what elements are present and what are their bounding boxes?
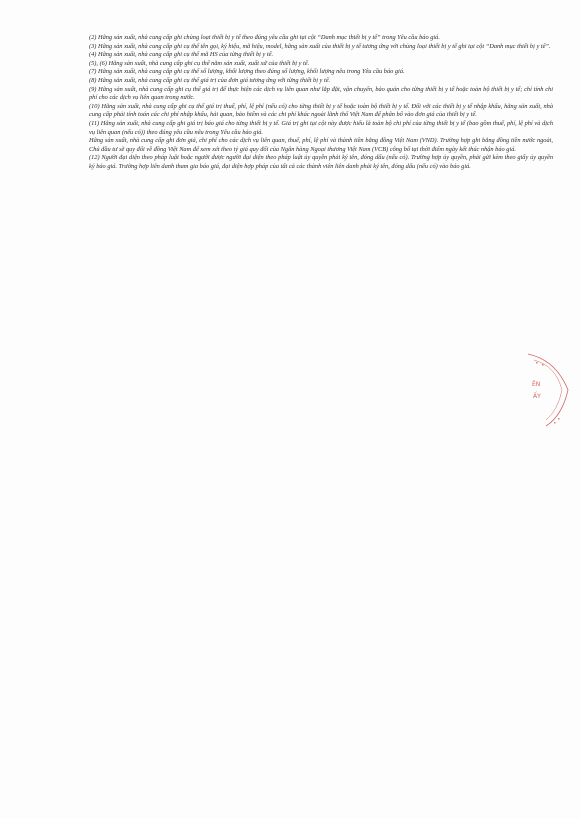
note-currency: Hãng sản xuất, nhà cung cấp ghi đơn giá, chi phí cho các dịch vụ liên quan, thuế, phí, lệ phí và thành tiền bằng đồng Việt Nam (VND). Trường hợp ghi bằng đồng tiền nước ngoài, Chủ đầu tư sẽ quy đổi về đồng Việt Nam để xem xét theo tỷ giá quy đổi của Ngân hàng Ngoại thương Việt Nam (VCB) công bố tại thời điểm ngày kết thúc nhận báo giá. <box>89 137 553 153</box>
red-seal-stamp <box>516 350 576 430</box>
note-8: (8) Hãng sản xuất, nhà cung cấp ghi cụ thể giá trị của đơn giá tương ứng với từng thiết bị y tế. <box>89 76 331 84</box>
note-4: (4) Hãng sản xuất, nhà cung cấp ghi cụ thể mã HS của từng thiết bị y tế. <box>89 51 274 59</box>
footnotes-section <box>89 34 553 172</box>
note-5-6: (5), (6) Hãng sản xuất, nhà cung cấp ghi cụ thể năm sản xuất, xuất xứ của thiết bị y tế. <box>89 59 310 67</box>
note-10: (10) Hãng sản xuất, nhà cung cấp ghi cụ thể giá trị thuế, phí, lệ phí (nếu có) cho từng thiết bị y tế hoặc toàn bộ thiết bị y tế. Đối với các thiết bị y tế nhập khẩu, hãng sản xuất, nhà cung cấp phải tính toán các chi phí nhập khẩu, hải quan, bảo hiểm và các chi phí khác ngoài lãnh thổ Việt Nam để phân bổ vào đơn giá của thiết bị y tế. <box>89 102 553 119</box>
note-9: (9) Hãng sản xuất, nhà cung cấp ghi cụ thể giá trị để thực hiện các dịch vụ liên quan như lắp đặt, vận chuyển, bảo quản cho từng thiết bị y tế hoặc toàn bộ thiết bị y tế; chỉ tính chi phí cho các dịch vụ liên quan trong nước. <box>89 85 553 102</box>
note-2: (2) Hãng sản xuất, nhà cung cấp ghi chủng loại thiết bị y tế theo đúng yêu cầu ghi tại cột “Danh mục thiết bị y tế” trong Yêu cầu báo giá. <box>89 34 440 41</box>
note-7: (7) Hãng sản xuất, nhà cung cấp ghi cụ thể số lượng, khối lượng theo đúng số lượng, khối lượng nêu trong Yêu cầu báo giá. <box>89 68 405 76</box>
note-12: (12) Người đại diện theo pháp luật hoặc người được người đại diện theo pháp luật ủy quyền phải ký tên, đóng dấu (nếu có). Trường hợp ủy quyền, phải gửi kèm theo giấy ủy quyền ký báo giá. Trường hợp liên danh tham gia báo giá, đại diện hợp pháp của tất cả các thành viên liên danh phải ký tên, đóng dấu (nếu có) vào báo giá. <box>89 154 553 170</box>
stamp-text-2: ẤY <box>533 393 541 400</box>
note-3: (3) Hãng sản xuất, nhà cung cấp ghi cụ thể tên gọi, ký hiệu, mã hiệu, model, hãng sản xuất của thiết bị y tế tương ứng với chủng loại thiết bị y tế ghi tại cột “Danh mục thiết bị y tế”. <box>89 42 551 50</box>
stamp-text-1: ÊN <box>532 381 541 388</box>
note-11: (11) Hãng sản xuất, nhà cung cấp ghi giá trị báo giá cho từng thiết bị y tế. Giá trị ghi tại cột này được hiểu là toàn bộ chi phí của từng thiết bị y tế (bao gồm thuế, phí, lệ phí và dịch vụ liên quan (nếu có)) theo đúng yêu cầu nêu trong Yêu cầu báo giá. <box>89 119 553 136</box>
